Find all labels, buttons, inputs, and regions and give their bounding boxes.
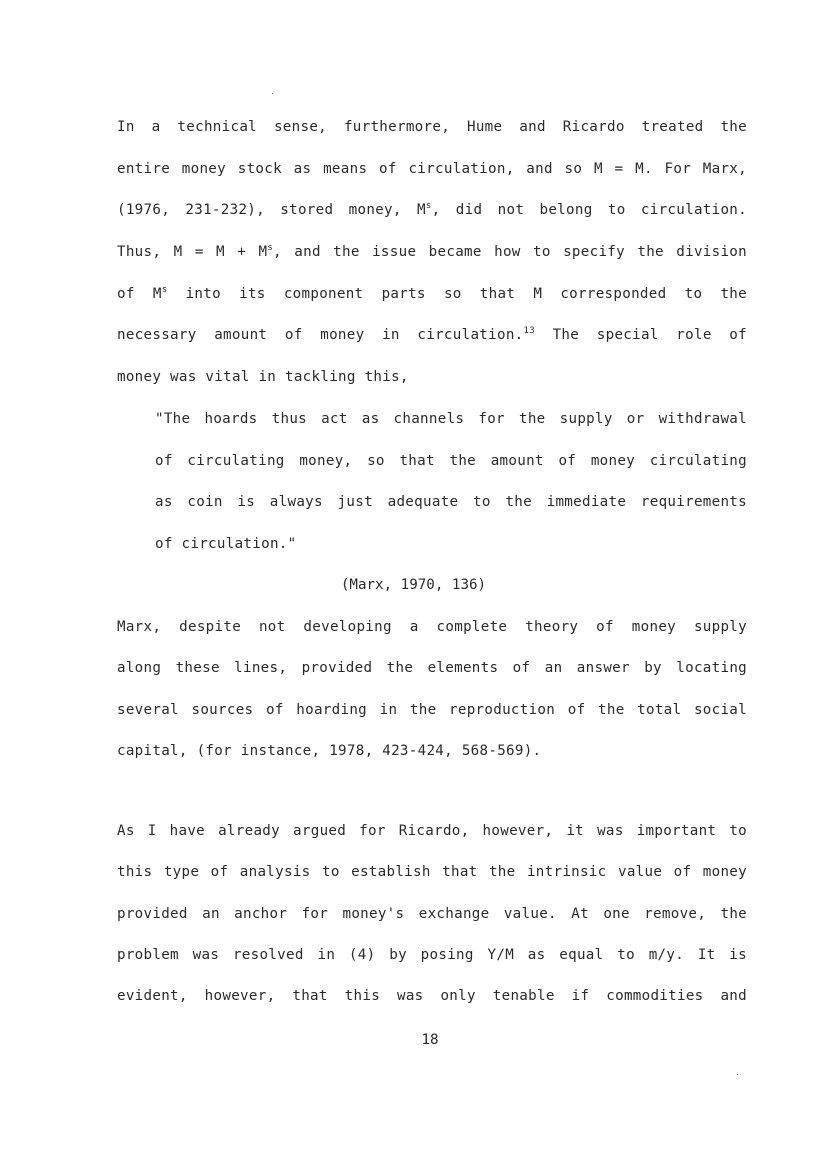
quote-citation: (Marx, 1970, 136) — [340, 577, 487, 593]
paragraph-2-line-4: capital, (for instance, 1978, 423-424, 568-569). — [117, 743, 542, 759]
paragraph-3-line-5: evident, however, that this was only tenable if commodities and — [117, 988, 747, 1004]
superscript-s: s — [267, 243, 274, 253]
paragraph-1-line-3: (1976, 231-232), stored money, $M^s$, did not belong to circulation. — [117, 201, 747, 218]
quote-line-4: of circulation." — [155, 536, 297, 552]
paragraph-1-line-5: of $M^s$ into its component parts so that M corresponded to the — [117, 285, 747, 302]
paragraph-3-line-4: problem was resolved in (4) by posing Y/M as equal to m/y. It is — [117, 947, 747, 963]
paragraph-1-line-7: money was vital in tackling this, — [117, 369, 409, 385]
paragraph-1-line-2: entire money stock as means of circulation, and so M = M. For Marx, — [117, 161, 747, 177]
paragraph-3-line-1: As I have already argued for Ricardo, however, it was important to — [117, 823, 747, 839]
paragraph-3-line-2: this type of analysis to establish that the intrinsic value of money — [117, 864, 747, 880]
paragraph-1-line-6: necessary amount of money in circulation.$^{13}$ The special role of — [117, 326, 747, 343]
quote-line-2: of circulating money, so that the amount of money circulating — [155, 453, 747, 469]
quote-line-1: "The hoards thus act as channels for the supply or withdrawal — [155, 411, 747, 427]
footnote-marker-13: 13 — [523, 326, 535, 336]
scan-speck — [737, 1074, 738, 1075]
superscript-s: s — [161, 285, 168, 295]
superscript-s: s — [425, 201, 432, 211]
paragraph-1-line-1: In a technical sense, furthermore, Hume and Ricardo treated the — [117, 119, 747, 135]
paragraph-1-line-4: Thus, $M = M + M^s$, and the issue became how to specify the division — [117, 243, 747, 260]
page-number: 18 — [421, 1032, 439, 1048]
paragraph-2-line-2: along these lines, provided the elements of an answer by locating — [117, 660, 747, 676]
paragraph-3-line-3: provided an anchor for money's exchange value. At one remove, the — [117, 906, 747, 922]
quote-line-3: as coin is always just adequate to the immediate requirements — [155, 494, 747, 510]
scan-speck — [272, 93, 273, 94]
paragraph-2-line-3: several sources of hoarding in the reproduction of the total social — [117, 702, 747, 718]
paragraph-2-line-1: Marx, despite not developing a complete theory of money supply — [117, 619, 747, 635]
